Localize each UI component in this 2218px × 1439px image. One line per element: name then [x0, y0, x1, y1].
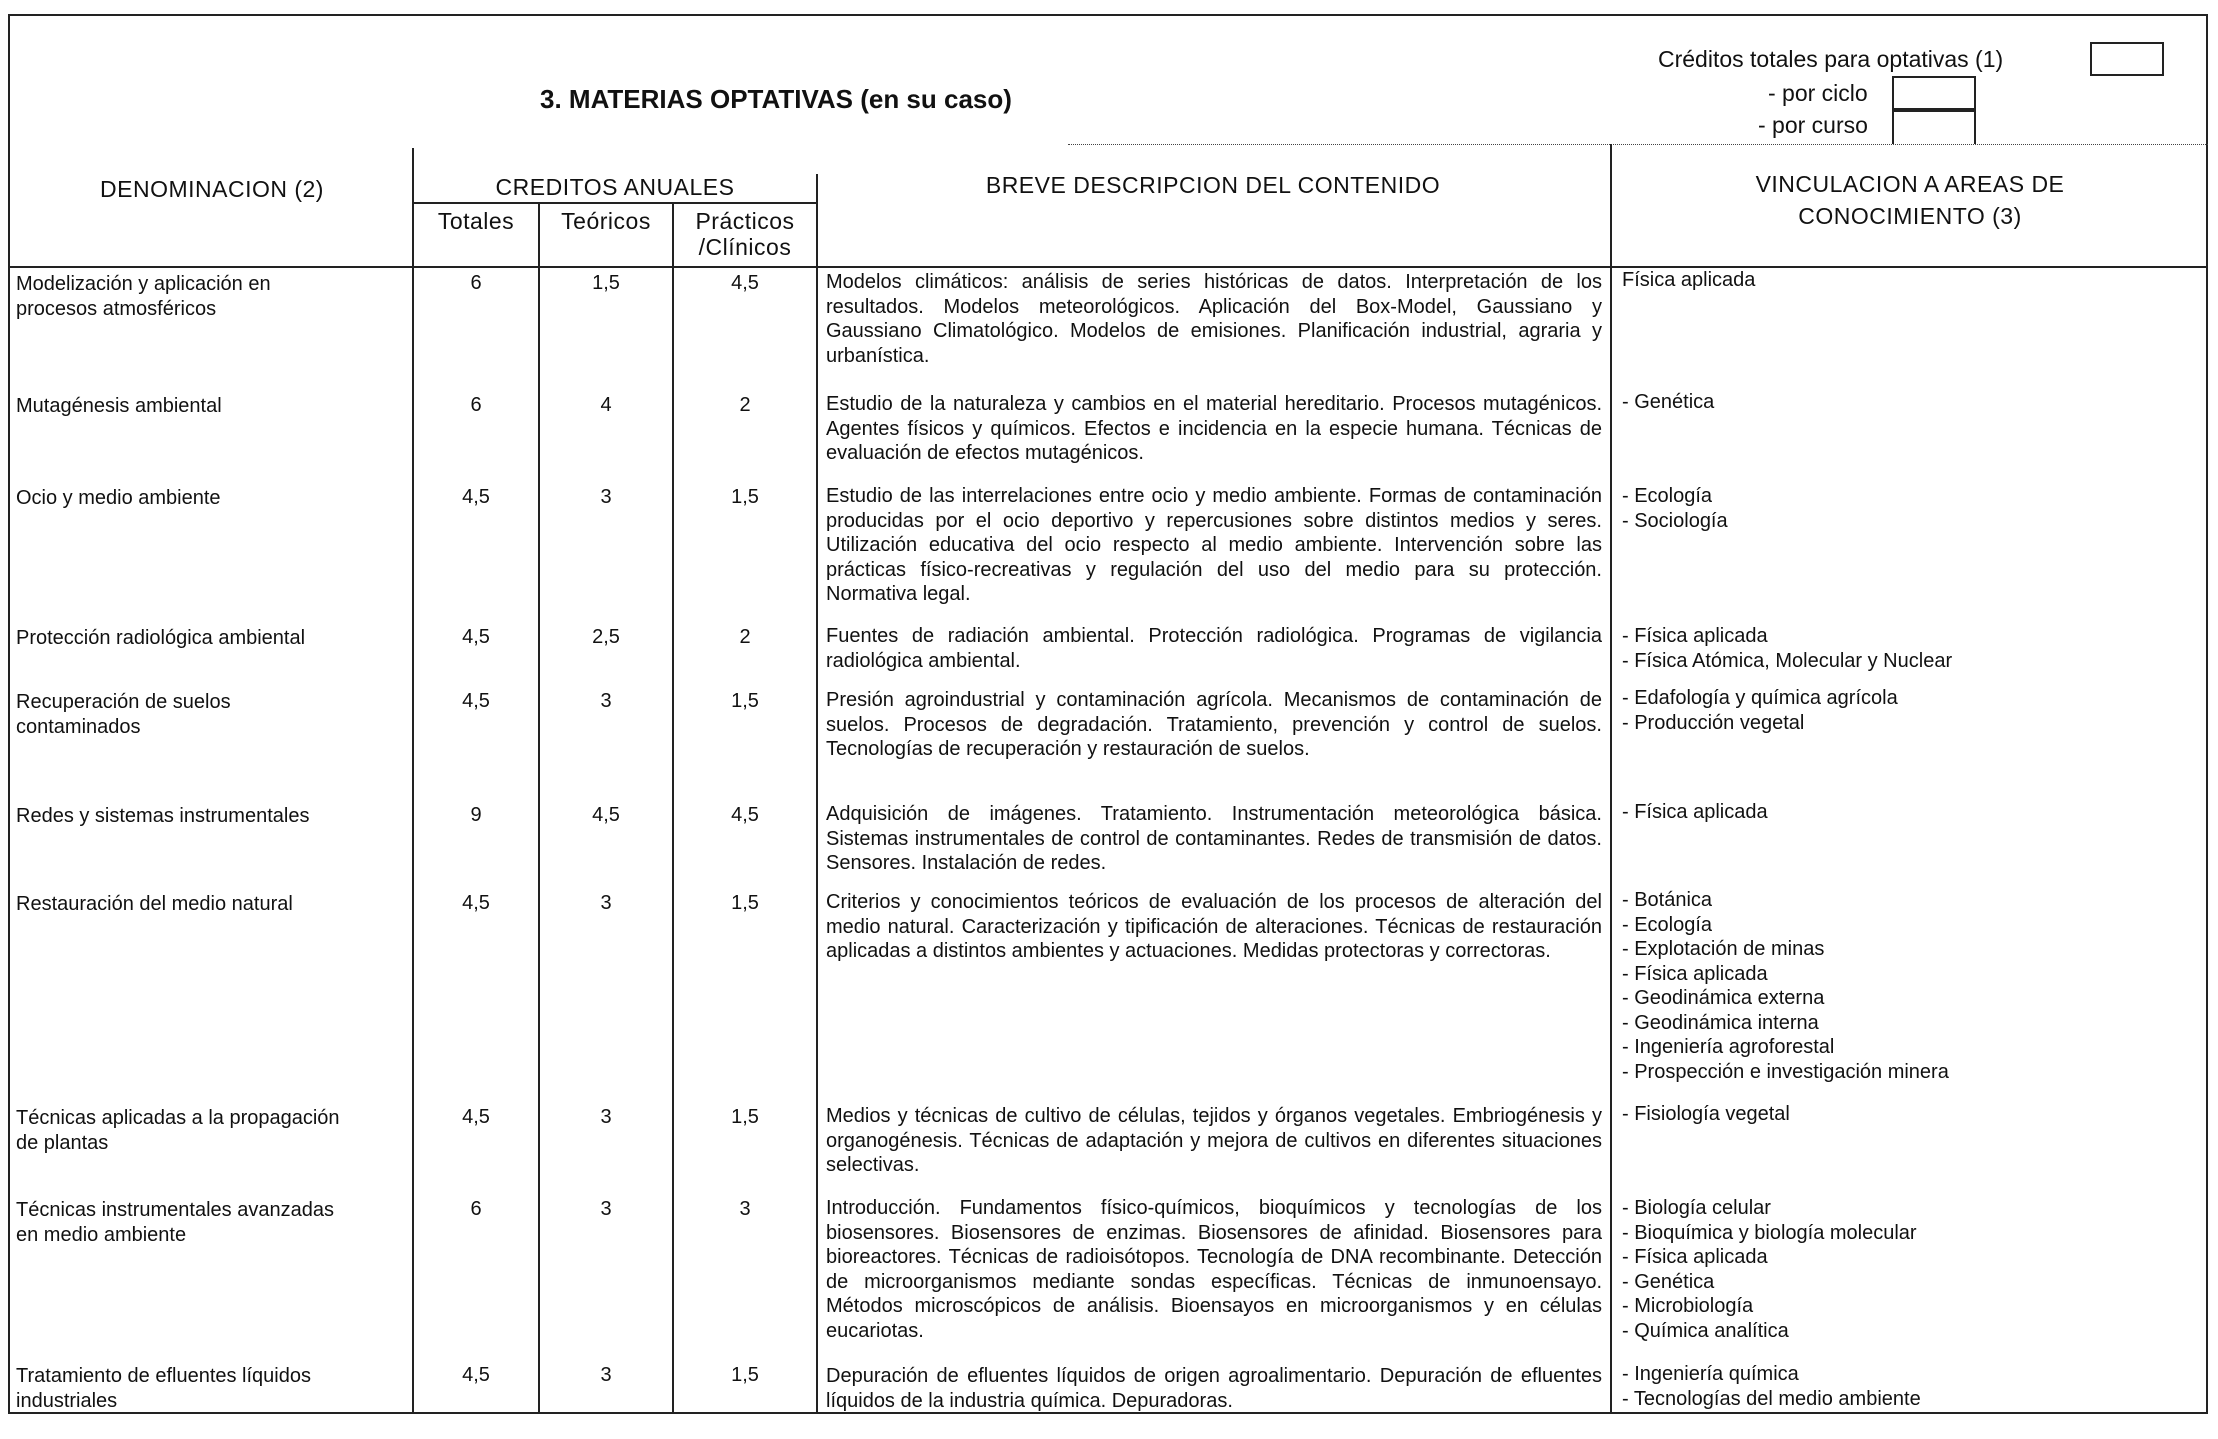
header-top-rule: [1068, 144, 2208, 145]
row-2-name: Ocio y medio ambiente: [16, 487, 221, 509]
row-8-theory: 3: [600, 1198, 612, 1220]
row-8-areas: - Biología celular - Bioquímica y biología molecular - Física aplicada - Genética - Microbiología - Química analítica: [1622, 1197, 1917, 1342]
row-7-description: Medios y técnicas de cultivo de células, tejidos y órganos vegetales. Embriogénesis y organogénesis. Técnicas de adaptación y mejora de cultivos en diferentes situaciones selectivas.: [826, 1105, 1602, 1176]
row-0-total: 6: [470, 272, 482, 294]
row-6-theory: 3: [600, 892, 612, 914]
row-0-areas: Física aplicada: [1622, 269, 1756, 291]
row-7-theory: 3: [600, 1106, 612, 1128]
row-3-name: Protección radiológica ambiental: [16, 627, 306, 649]
header-areas: [1612, 168, 2208, 232]
row-6-description: Criterios y conocimientos teóricos de evaluación de los procesos de alteración del medio natural. Caracterización y tipificación de alteraciones. Técnicas de restauración aplicadas a distintos ambientes y actuaciones. Medidas protectoras y correctoras.: [826, 891, 1602, 962]
row-6-practice: 1,5: [731, 892, 759, 914]
header-totals: Totales: [437, 208, 515, 234]
row-7-practice: 1,5: [731, 1106, 759, 1128]
row-1-theory: 4: [600, 394, 612, 416]
header-practice: [674, 208, 816, 260]
row-1-practice: 2: [739, 394, 751, 416]
row-3-areas: - Física aplicada - Física Atómica, Molecular y Nuclear: [1622, 625, 1953, 672]
row-5-name: Redes y sistemas instrumentales: [16, 805, 310, 827]
row-2-areas: - Ecología - Sociología: [1622, 485, 1728, 532]
row-3-practice: 2: [739, 626, 751, 648]
row-3-total: 4,5: [462, 626, 490, 648]
row-5-areas: - Física aplicada: [1622, 801, 1768, 823]
row-4-description: Presión agroindustrial y contaminación agrícola. Mecanismos de contaminación de suelos. Procesos de degradación. Tratamiento, prevención y control de suelos. Tecnologías de recuperación y restauración de suelos.: [826, 689, 1602, 760]
row-6-name: Restauración del medio natural: [16, 893, 293, 915]
header-denomination: DENOMINACION (2): [100, 176, 324, 202]
per-cycle-label: - por ciclo: [1768, 80, 1868, 106]
per-course-label: - por curso: [1758, 112, 1868, 138]
col-divider-practice: [816, 174, 818, 1414]
section-title: 3. MATERIAS OPTATIVAS (en su caso): [540, 84, 1012, 114]
credits-subheader-rule: [412, 202, 816, 204]
row-7-areas: - Fisiología vegetal: [1622, 1103, 1790, 1125]
row-5-total: 9: [470, 804, 482, 826]
row-9-total: 4,5: [462, 1364, 490, 1386]
row-9-practice: 1,5: [731, 1364, 759, 1386]
row-6-total: 4,5: [462, 892, 490, 914]
row-7-total: 4,5: [462, 1106, 490, 1128]
row-2-theory: 3: [600, 486, 612, 508]
row-9-theory: 3: [600, 1364, 612, 1386]
row-9-name: Tratamiento de efluentes líquidos industriales: [16, 1365, 311, 1412]
col-divider-denomination: [412, 148, 414, 1414]
header-credits: CREDITOS ANUALES: [495, 174, 735, 200]
row-9-areas: - Ingeniería química - Tecnologías del medio ambiente: [1622, 1363, 1921, 1410]
row-7-name: Técnicas aplicadas a la propagación de plantas: [16, 1107, 340, 1154]
per-cycle-box: [1892, 76, 1976, 110]
row-9-description: Depuración de efluentes líquidos de origen agroalimentario. Depuración de efluentes líquidos de la industria química. Depuradoras.: [826, 1365, 1602, 1412]
row-4-areas: - Edafología y química agrícola - Producción vegetal: [1622, 687, 1898, 734]
per-course-box: [1892, 110, 1976, 144]
row-8-practice: 3: [739, 1198, 751, 1220]
row-4-practice: 1,5: [731, 690, 759, 712]
total-credits-box: [2090, 42, 2164, 76]
row-5-practice: 4,5: [731, 804, 759, 826]
row-1-total: 6: [470, 394, 482, 416]
header-practice-line2: /Clínicos: [698, 234, 792, 260]
row-0-theory: 1,5: [592, 272, 620, 294]
header-theory: Teóricos: [561, 208, 651, 234]
row-8-description: Introducción. Fundamentos físico-químicos, bioquímicos y tecnologías de los biosensores. Biosensores de enzimas. Biosensores de afinidad. Biosensores para bioreactores. Técnicas de radioisótopos. Tecnología de DNA recombinante. Detección de microorganismos mediante sondas específicas. Técnicas de inmunoensayo. Métodos microscópicos de análisis. Bioensayos en microorganismos y en células eucariotas.: [826, 1197, 1602, 1342]
row-0-name: Modelización y aplicación en procesos atmosféricos: [16, 273, 271, 320]
header-practice-line1: Prácticos: [695, 208, 795, 234]
row-2-total: 4,5: [462, 486, 490, 508]
row-0-practice: 4,5: [731, 272, 759, 294]
row-8-name: Técnicas instrumentales avanzadas en medio ambiente: [16, 1199, 334, 1246]
row-8-total: 6: [470, 1198, 482, 1220]
row-4-total: 4,5: [462, 690, 490, 712]
header-areas-line2: CONOCIMIENTO (3): [1798, 203, 2022, 229]
row-6-areas: - Botánica - Ecología - Explotación de minas - Física aplicada - Geodinámica externa - Geodinámica interna - Ingeniería agroforestal - Prospección e investigación minera: [1622, 889, 1949, 1083]
row-3-description: Fuentes de radiación ambiental. Protección radiológica. Programas de vigilancia radiológica ambiental.: [826, 625, 1602, 672]
row-4-name: Recuperación de suelos contaminados: [16, 691, 231, 738]
col-divider-description: [1610, 144, 1612, 1414]
row-2-practice: 1,5: [731, 486, 759, 508]
row-1-description: Estudio de la naturaleza y cambios en el material hereditario. Procesos mutagénicos. Agentes físicos y químicos. Efectos e incidencia en la especie humana. Técnicas de evaluación de efectos mutagénicos.: [826, 393, 1602, 464]
row-4-theory: 3: [600, 690, 612, 712]
row-1-name: Mutagénesis ambiental: [16, 395, 222, 417]
total-credits-label: Créditos totales para optativas (1): [1658, 46, 2004, 72]
row-5-theory: 4,5: [592, 804, 620, 826]
header-areas-line1: VINCULACION A AREAS DE: [1755, 171, 2065, 197]
row-2-description: Estudio de las interrelaciones entre ocio y medio ambiente. Formas de contaminación producidas por el ocio deportivo y repercusiones sobre distintos medios y seres. Utilización educativa del ocio respecto al medio ambiente. Intervención sobre las prácticas físico-recreativas y regulación del uso del medio para su protección. Normativa legal.: [826, 485, 1602, 605]
row-1-areas: - Genética: [1622, 391, 1715, 413]
row-5-description: Adquisición de imágenes. Tratamiento. Instrumentación meteorológica básica. Sistemas instrumentales de control de contaminantes. Redes de transmisión de datos. Sensores. Instalación de redes.: [826, 803, 1602, 874]
header-description: BREVE DESCRIPCION DEL CONTENIDO: [985, 172, 1441, 198]
row-3-theory: 2,5: [592, 626, 620, 648]
row-0-description: Modelos climáticos: análisis de series históricas de datos. Interpretación de los resultados. Modelos meteorológicos. Aplicación del Box-Model, Gaussiano y Gaussiano Climatológico. Modelos de emisiones. Planificación industrial, agraria y urbanística.: [826, 271, 1602, 367]
